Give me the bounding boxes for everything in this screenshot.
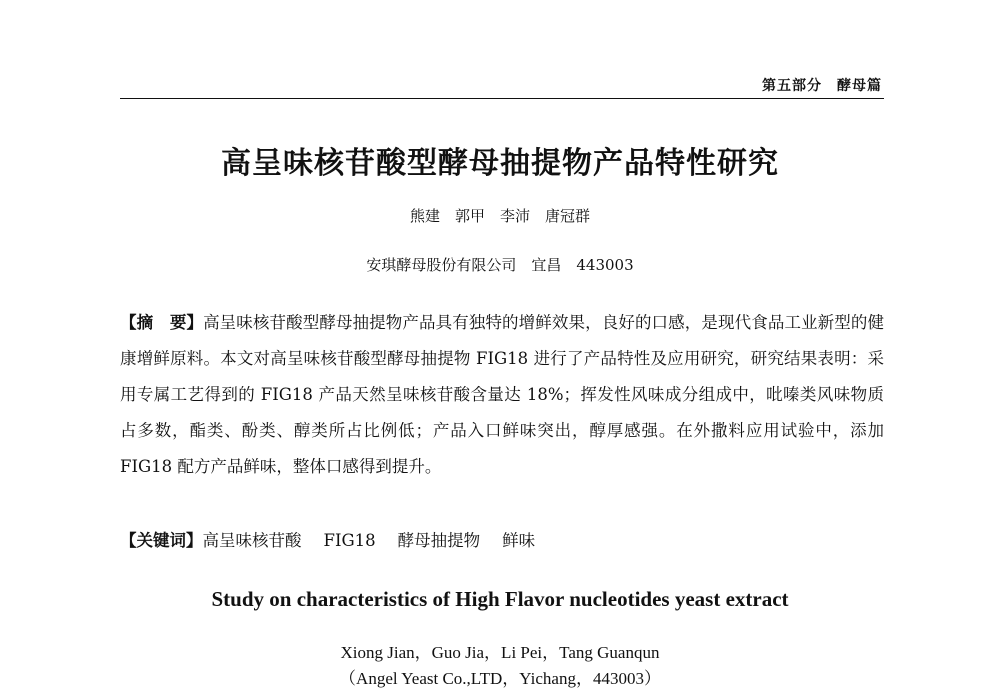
- affiliation: 安琪酵母股份有限公司 宜昌 443003: [366, 256, 634, 274]
- keywords-label: 【关键词】: [120, 531, 203, 550]
- keyword-item: 酵母抽提物: [397, 531, 481, 550]
- header-rule: [120, 98, 884, 99]
- author-list: 熊建 郭甲 李沛 唐冠群: [409, 207, 590, 225]
- abstract: [120, 305, 884, 485]
- english-title: Study on characteristics of High Flavor nucleotides yeast extract: [211, 587, 789, 611]
- keywords: [120, 527, 884, 555]
- running-header-section: 第五部分 酵母篇: [762, 78, 882, 94]
- keyword-item: 鲜味: [502, 531, 536, 550]
- english-affiliation: （Angel Yeast Co.,LTD，Yichang，443003）: [339, 669, 661, 688]
- keyword-item: FIG18: [323, 531, 376, 550]
- abstract-label: 【摘 要】: [120, 313, 204, 332]
- paper-title: 高呈味核苷酸型酵母抽提物产品特性研究: [221, 146, 779, 181]
- english-author-list: Xiong Jian，Guo Jia，Li Pei，Tang Guanqun: [340, 643, 660, 662]
- keyword-item: 高呈味核苷酸: [202, 531, 302, 550]
- abstract-text: 高呈味核苷酸型酵母抽提物产品具有独特的增鲜效果，良好的口感，是现代食品工业新型的健康增鲜原料。本文对高呈味核苷酸型酵母抽提物 FIG18 进行了产品特性及应用研究，研究结果表明：采用专属工艺得到的 FIG18 产品天然呈味核苷酸含量达 18%；挥发性风味成分组成中，吡嗪类风味物质占多数，酯类、酚类、醇类所占比例低；产品入口鲜味突出，醇厚感强。在外撒料应用试验中，添加 FIG18 配方产品鲜味，整体口感得到提升。: [120, 313, 885, 476]
